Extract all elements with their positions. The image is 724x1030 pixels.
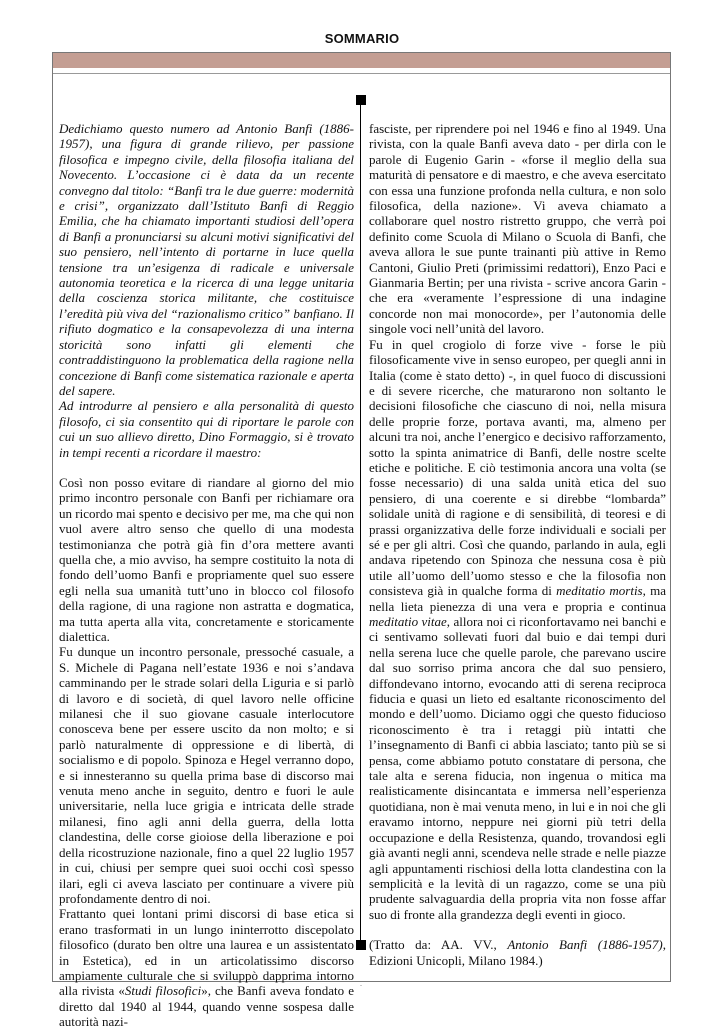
column-divider bbox=[360, 104, 361, 944]
divider-square-bottom bbox=[356, 940, 366, 950]
quote-paragraph: Così non posso evitare di riandare al giorno del mio primo incontro personale con Banfi per richiamare ora un ricordo mai spento e decisivo per me, ma che qui non vuol avere altro senso che quello di una modesta testimonianza che potrà già fin d’ora mettere avanti quella che, a mio avviso, ha sempre costituito la nota di fondo dell’uomo Banfi e propriamente quel suo essere egli nella sua umanità tutt’uno in blocco col filosofo della ragione, di una ragione non astratta e dogmatica, ma tutta aperta alla vita, concretamente e storicamente dialettica. bbox=[59, 474, 354, 644]
divider-square-top bbox=[356, 95, 366, 105]
body-paragraph: Fu in quel crogiolo di forze vive - forse le più filosoficamente vive in senso europeo, per quegli anni in Italia (come è stato detto) -, in quel fuoco di discussioni e di severe ricerche, che maturarono non soltanto le decisioni filosofiche che ciascuno di noi, nella misura delle proprie forze, portava avanti, ma, almeno per alcuni tra noi, anche l’energico e decisivo rafforzamento, sotto la spinta animatrice di Banfi, delle nostre scelte etiche e politiche. E ciò testimonia ancora una volta (se fosse necessario) di una salda unità etica del suo pensiero, di una coerente e si direbbe “lombarda” solidale unità di ragione e di sensibilità, di teoresi e di prassi organizzativa delle forze individuali e sociali per sé e per gli altri. Così che quando, parlando in aula, egli andava ripetendo con Spinoza che nessuna cosa è più utile all’uomo dell’uomo stesso e che la filosofia non consisteva già in qualche forma di meditatio mortis, ma nella lieta pienezza di una vera e propria e continua meditatio vitae, allora noi ci riconfortavamo nei banchi e ci sentivamo sollevati fuori dal buio e dai tempi duri nella serena luce che quelle parole, che parevano uscire dal suo sorriso prima ancora che dal suo pensiero, diffondevano intorno, evocando atti di serena reciproca fiducia e quasi un lieto ed esaltante riconoscimento del mondo e dell’uomo. Diciamo oggi che questo fiducioso riconoscimento è tra i retaggi più intatti che l’insegnamento di Banfi ci abbia lasciato; tanto più se si pensa, come abbiamo potuto constatare di persona, che tale alta e serena fiducia, non ingenua o mitica ma realisticamente disincantata e immersa nell’esperienza quotidiana, non è mai venuta meno, in lui e in noi che gli eravamo intorno, neppure nei giorni più tetri della occupazione e della Resistenza, quando, trovandosi egli già avanti negli anni, scendeva nelle strade e nelle piazze agli appuntamenti rischiosi della lotta clandestina con la semplicità e la levità di un ragazzo, come se una più prudente salvaguardia della propria vita non fosse affar suo di fronte alla grandezza degli eventi in gioco. bbox=[369, 336, 666, 922]
page-title: SOMMARIO bbox=[324, 31, 400, 46]
page-mark: - bbox=[360, 983, 362, 989]
quote-paragraph: Fu dunque un incontro personale, pressoché casuale, a S. Michele di Pagana nell’estate 1936 e noi s’andava camminando per le strade solari della Liguria e si parlò di lavoro e di società, di quel lavoro nelle officine milanesi che il suo giovane casuale interlocutore conosceva bene per essere uscito da non molto; e si parlò naturalmente di oppressione e di libertà, di socialismo e di popolo. Spinoza e Hegel verranno dopo, e si innesteranno su quella prima base di discorso mai venuta meno anche in seguito, dentro e fuori le aule universitarie, nella luce grigia e intricata delle strade milanesi, fino agli anni della guerra, della lotta clandestina, delle corse gioiose della liberazione e poi della ricostruzione nazionale, fino a quel 22 luglio 1957 in cui, chiusi per sempre quei suoi occhi così spesso ilari, egli ci aveva lasciato per continuare a vivere più profondamente dentro di noi. bbox=[59, 644, 354, 906]
body-paragraph: fasciste, per riprendere poi nel 1946 e fino al 1949. Una rivista, con la quale Banfi aveva dato - per dirla con le parole di Eugenio Garin - «forse il meglio della sua maturità di pensatore e di maestro, e che aveva esercitato con essa una funzione profonda nella cultura, e non solo filosofica, della nazione». Vi aveva chiamato a collaborare quel nostro ristretto gruppo, che verrà poi definito come Scuola di Milano o Scuola di Banfi, che aveva allora le sue punte trainanti più attive in Remo Cantoni, Giulio Preti (primissimi redattori), Enzo Paci e Gianmaria Bertin; per una rivista - scrive ancora Garin - che era «veramente l’espressione di una indagine concorde non mai monocorde», per l’autonomia delle singole voci nell’unità del lavoro. bbox=[369, 121, 666, 337]
right-column bbox=[369, 121, 666, 968]
top-rule bbox=[53, 73, 670, 74]
source-citation: (Tratto da: AA. VV., Antonio Banfi (1886-1957), Edizioni Unicopli, Milano 1984.) bbox=[369, 937, 666, 968]
intro-paragraph: Ad introdurre al pensiero e alla personalità di questo filosofo, ci sia consentito qui di riportare le parole con cui un suo allievo diretto, Dino Formaggio, si è trovato in tempi recenti a ricordare il maestro: bbox=[59, 398, 354, 460]
quoted-text bbox=[59, 475, 354, 1030]
header-band bbox=[53, 53, 670, 68]
editorial-intro bbox=[59, 121, 354, 460]
quote-paragraph: Frattanto quei lontani primi discorsi di base etica si erano trasformati in un lungo ininterrotto discepolato filosofico (durato ben oltre una laurea e un assistentato in Estetica), ed in un articolatissimo discorso ampiamente culturale che si sviluppò dapprima intorno alla rivista «Studi filosofici», che Banfi aveva fondato e diretto dal 1940 al 1944, quando venne sospesa dalle autorità nazi- bbox=[59, 906, 354, 1030]
intro-paragraph: Dedichiamo questo numero ad Antonio Banfi (1886-1957), una figura di grande rilievo, per passione filosofica e impegno civile, della filosofia italiana del Novecento. L’occasione ci è data da un recente convegno dal titolo: “Banfi tra le due guerre: modernità e crisi”, organizzato dall’Istituto Banfi di Reggio Emilia, che ha chiamato importanti studiosi dell’opera di Banfi a pronunciarsi su alcuni motivi significativi del suo pensiero, nell’intento di portarne in luce quella tensione tra un’esigenza di radicale e universale autonomia teoretica e la ricerca di una legge unitaria della coscienza storica militante, che costituisce l’eredità più viva del “razionalismo critico” banfiano. Il rifiuto dogmatico e la consapevolezza di una interna storicità sono infatti gli elementi che contraddistinguono la problematica della ragione nella concezione di Banfi come sistematica razionale e aperta del sapere. bbox=[59, 121, 354, 398]
left-column bbox=[59, 121, 354, 1030]
